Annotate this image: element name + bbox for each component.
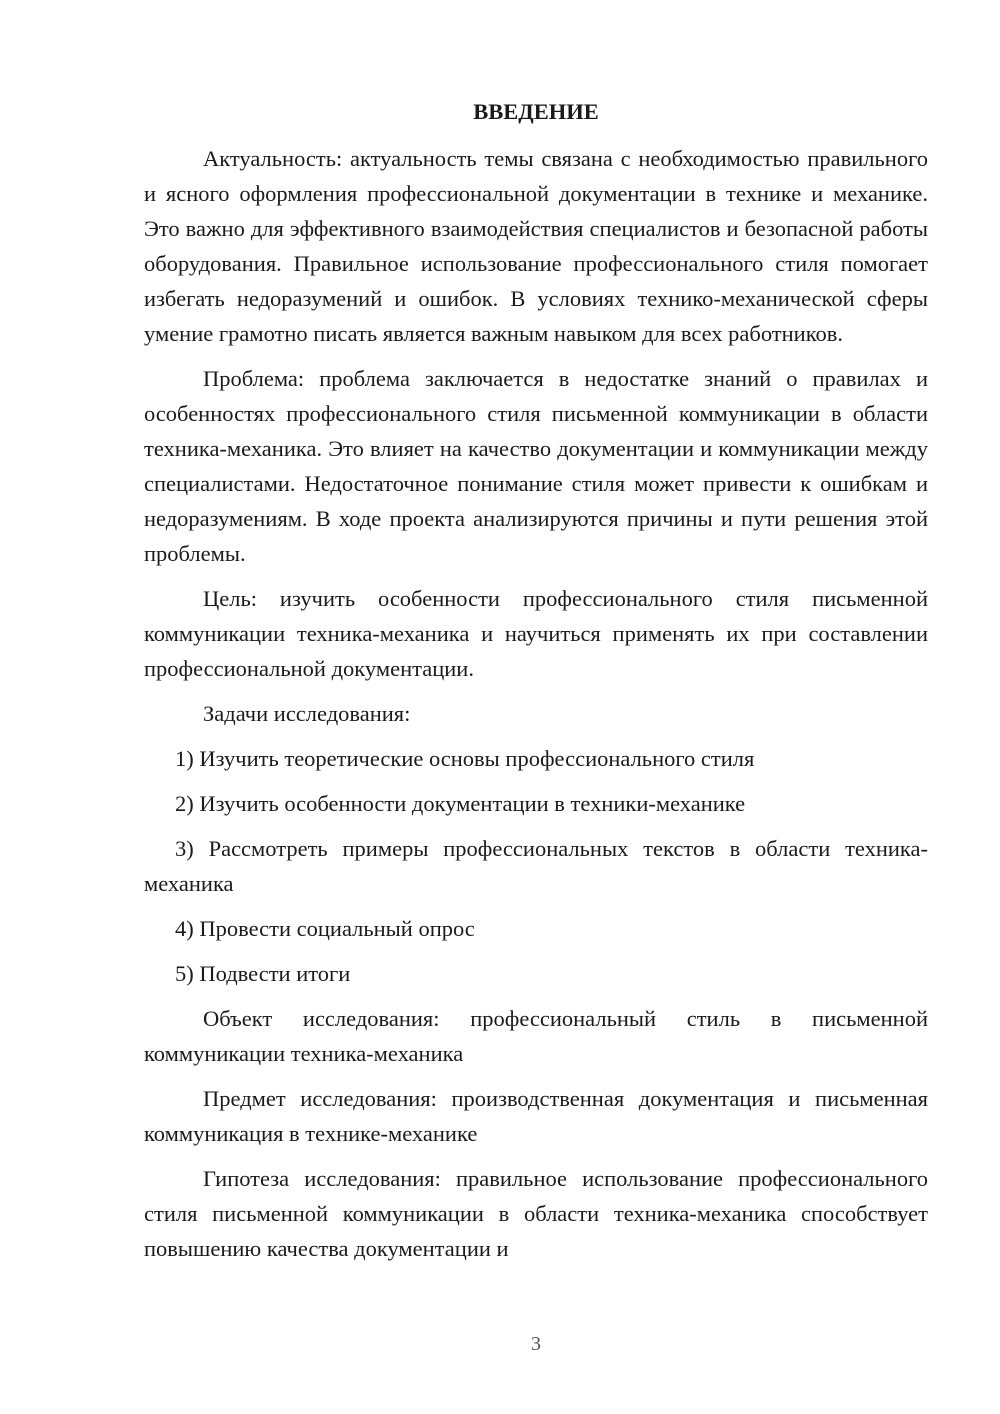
goal-paragraph: Цель: изучить особенности профессионального стиля письменной коммуникации техника-механика и научиться применять их при составлении профессиональной документации. (144, 586, 928, 681)
object-paragraph: Объект исследования: профессиональный стиль в письменной коммуникации техника-механика (144, 1006, 928, 1066)
task-item: 2) Изучить особенности документации в техники-механике (175, 791, 746, 816)
tasks-heading: Задачи исследования: (203, 701, 411, 726)
page-title: ВВЕДЕНИЕ (473, 99, 599, 124)
page-number: 3 (531, 1333, 541, 1355)
task-item: 1) Изучить теоретические основы профессионального стиля (175, 746, 755, 771)
page-content (144, 94, 928, 1276)
problem-paragraph: Проблема: проблема заключается в недостатке знаний о правилах и особенностях профессионального стиля письменной коммуникации в области техника-механика. Это влияет на качество документации и коммуникации между специалистами. Недостаточное понимание стиля может привести к ошибкам и недоразумениям. В ходе проекта анализируются причины и пути решения этой проблемы. (144, 366, 928, 566)
task-item: 3) Рассмотреть примеры профессиональных текстов в области техника-механика (144, 836, 928, 896)
task-item: 4) Провести социальный опрос (175, 916, 475, 941)
task-item: 5) Подвести итоги (175, 961, 351, 986)
subject-paragraph: Предмет исследования: производственная документация и письменная коммуникация в технике-механике (144, 1086, 928, 1146)
hypothesis-paragraph: Гипотеза исследования: правильное использование профессионального стиля письменной коммуникации в области техника-механика способствует повышению качества документации и (144, 1166, 928, 1261)
relevance-paragraph: Актуальность: актуальность темы связана с необходимостью правильного и ясного оформления профессиональной документации в технике и механике. Это важно для эффективного взаимодействия специалистов и безопасной работы оборудования. Правильное использование профессионального стиля помогает избегать недоразумений и ошибок. В условиях технико-механической сферы умение грамотно писать является важным навыком для всех работников. (144, 146, 928, 346)
